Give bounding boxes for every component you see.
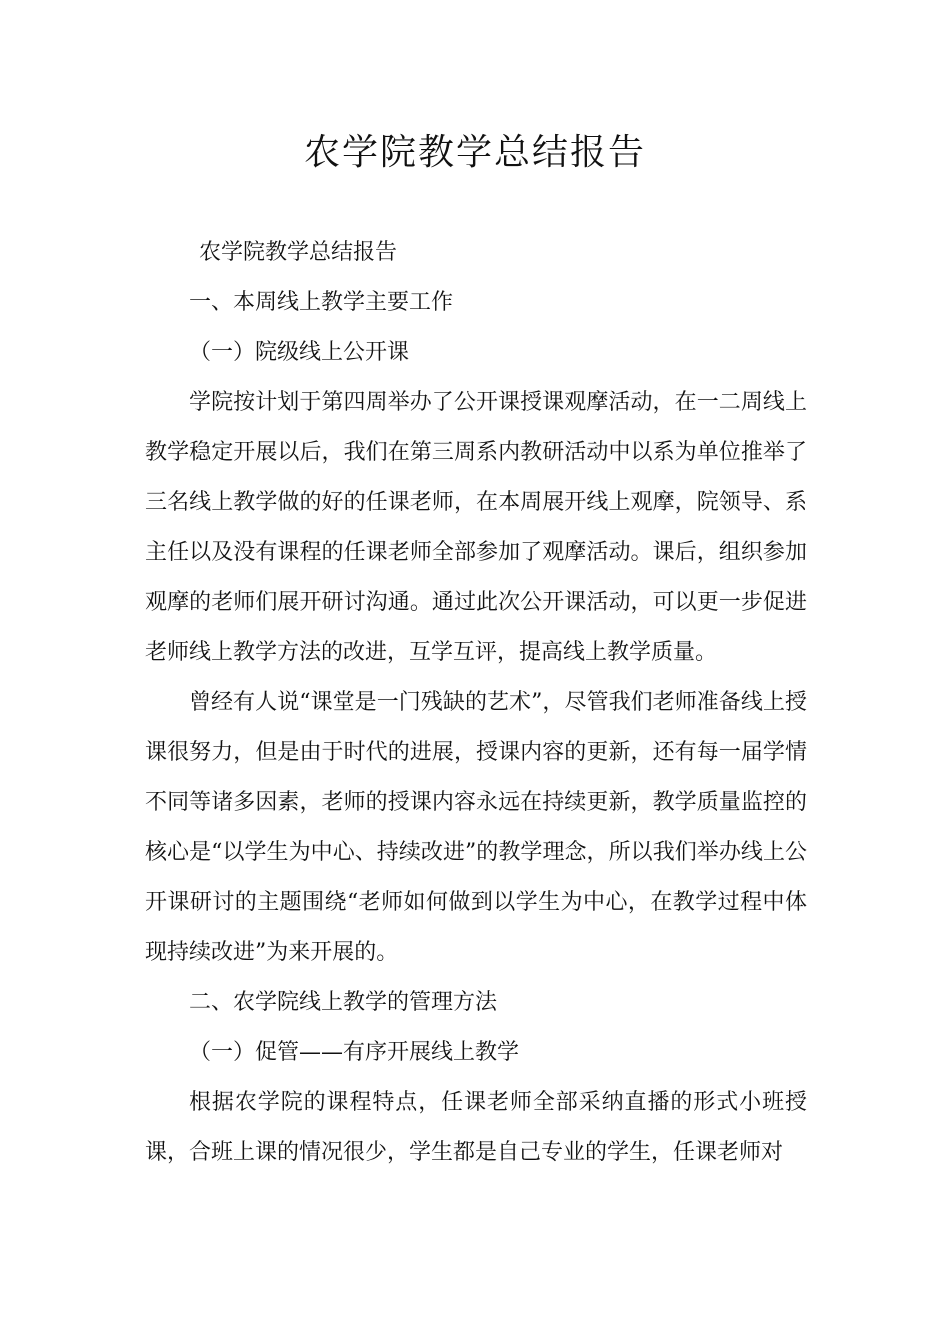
subsection-heading: （一）院级线上公开课 [189, 340, 410, 365]
section-heading: 二、农学院线上教学的管理方法 [189, 990, 498, 1015]
subsection-heading: （一）促管——有序开展线上教学 [189, 1040, 520, 1065]
section-heading: 一、本周线上教学主要工作 [189, 290, 454, 315]
subtitle-paragraph: 农学院教学总结报告 [199, 240, 398, 265]
body-paragraph: 根据农学院的课程特点，任课老师全部采纳直播的形式小班授课，合班上课的情况很少，学生都是自己专业的学生，任课老师对 [145, 1090, 807, 1165]
document-title: 农学院教学总结报告 [303, 132, 646, 173]
body-paragraph: 曾经有人说“课堂是一门残缺的艺术”，尽管我们老师准备线上授课很努力，但是由于时代的进展，授课内容的更新，还有每一届学情不同等诸多因素，老师的授课内容永远在持续更新，教学质量监控的核心是“以学生为中心、持续改进”的教学理念，所以我们举办线上公开课研讨的主题围绕“老师如何做到以学生为中心，在教学过程中体现持续改进”为来开展的。 [145, 690, 807, 965]
document-body [145, 228, 807, 1178]
body-paragraph: 学院按计划于第四周举办了公开课授课观摩活动，在一二周线上教学稳定开展以后，我们在第三周系内教研活动中以系为单位推举了三名线上教学做的好的任课老师，在本周展开线上观摩，院领导、系主任以及没有课程的任课老师全部参加了观摩活动。课后，组织参加观摩的老师们展开研讨沟通。通过此次公开课活动，可以更一步促进老师线上教学方法的改进，互学互评，提高线上教学质量。 [145, 390, 807, 665]
